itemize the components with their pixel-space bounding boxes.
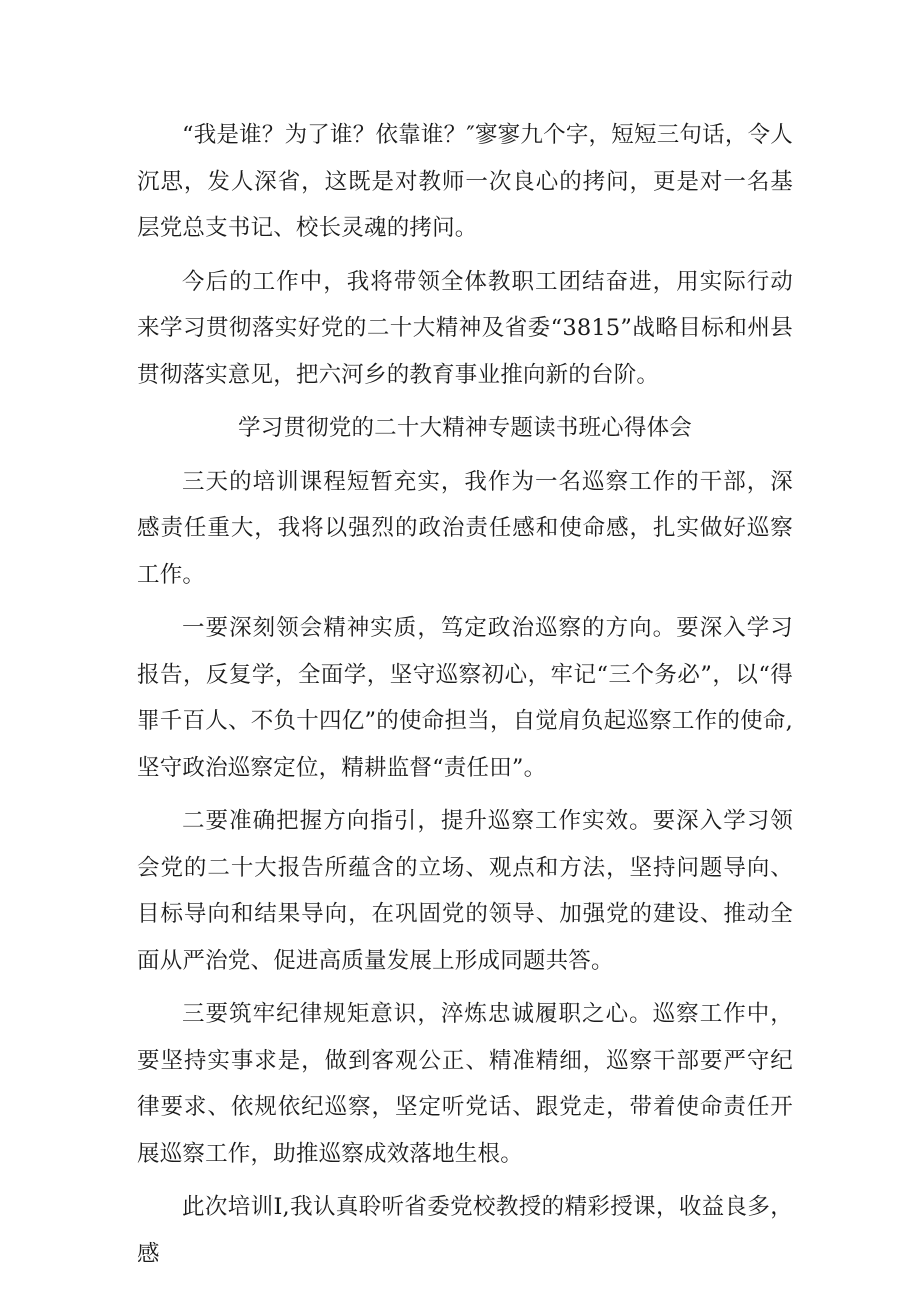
section-title: 学习贯彻党的二十大精神专题读书班心得体会: [237, 415, 692, 441]
paragraph-intro-quote: “我是谁？为了谁？依靠谁？″寥寥九个字，短短三句话，令人沉思，发人深省，这既是对教师一次良心的拷问，更是对一名基层党总支书记、校长灵魂的拷问。: [137, 122, 793, 241]
paragraph-point-two: 二要准确把握方向指引，提升巡察工作实效。要深入学习领会党的二十大报告所蕴含的立场、观点和方法，坚持问题导向、目标导向和结果导向，在巩固党的领导、加强党的建设、推动全面从严治党、促进高质量发展上形成同题共答。: [137, 808, 793, 974]
paragraph-closing: 此次培训I,我认真聆听省委党校教授的精彩授课，收益良多，感: [137, 1194, 793, 1267]
paragraph-future-work: 今后的工作中，我将带领全体教职工团结奋进，用实际行动来学习贯彻落实好党的二十大精神及省委“3815”战略目标和州县贯彻落实意见，把六河乡的教育事业推向新的台阶。: [137, 268, 793, 388]
paragraph-training-summary: 三天的培训课程短暂充实，我作为一名巡察工作的干部，深感责任重大，我将以强烈的政治责任感和使命感，扎实做好巡察工作。: [137, 468, 793, 588]
paragraph-point-three: 三要筑牢纪律规矩意识，淬炼忠诚履职之心。巡察工作中，要坚持实事求是，做到客观公正、精准精细，巡察干部要严守纪律要求、依规依纪巡察，坚定听党话、跟党走，带着使命责任开展巡察工作，助推巡察成效落地生根。: [137, 1001, 793, 1167]
document-body: [137, 112, 793, 1284]
paragraph-point-one: 一要深刻领会精神实质，笃定政治巡察的方向。要深入学习报告，反复学，全面学，坚守巡察初心，牢记“三个务必”，以“得罪千百人、不负十四亿”的使命担当，自觉肩负起巡察工作的使命,坚守政治巡察定位，精耕监督“责任田”。: [137, 615, 793, 781]
